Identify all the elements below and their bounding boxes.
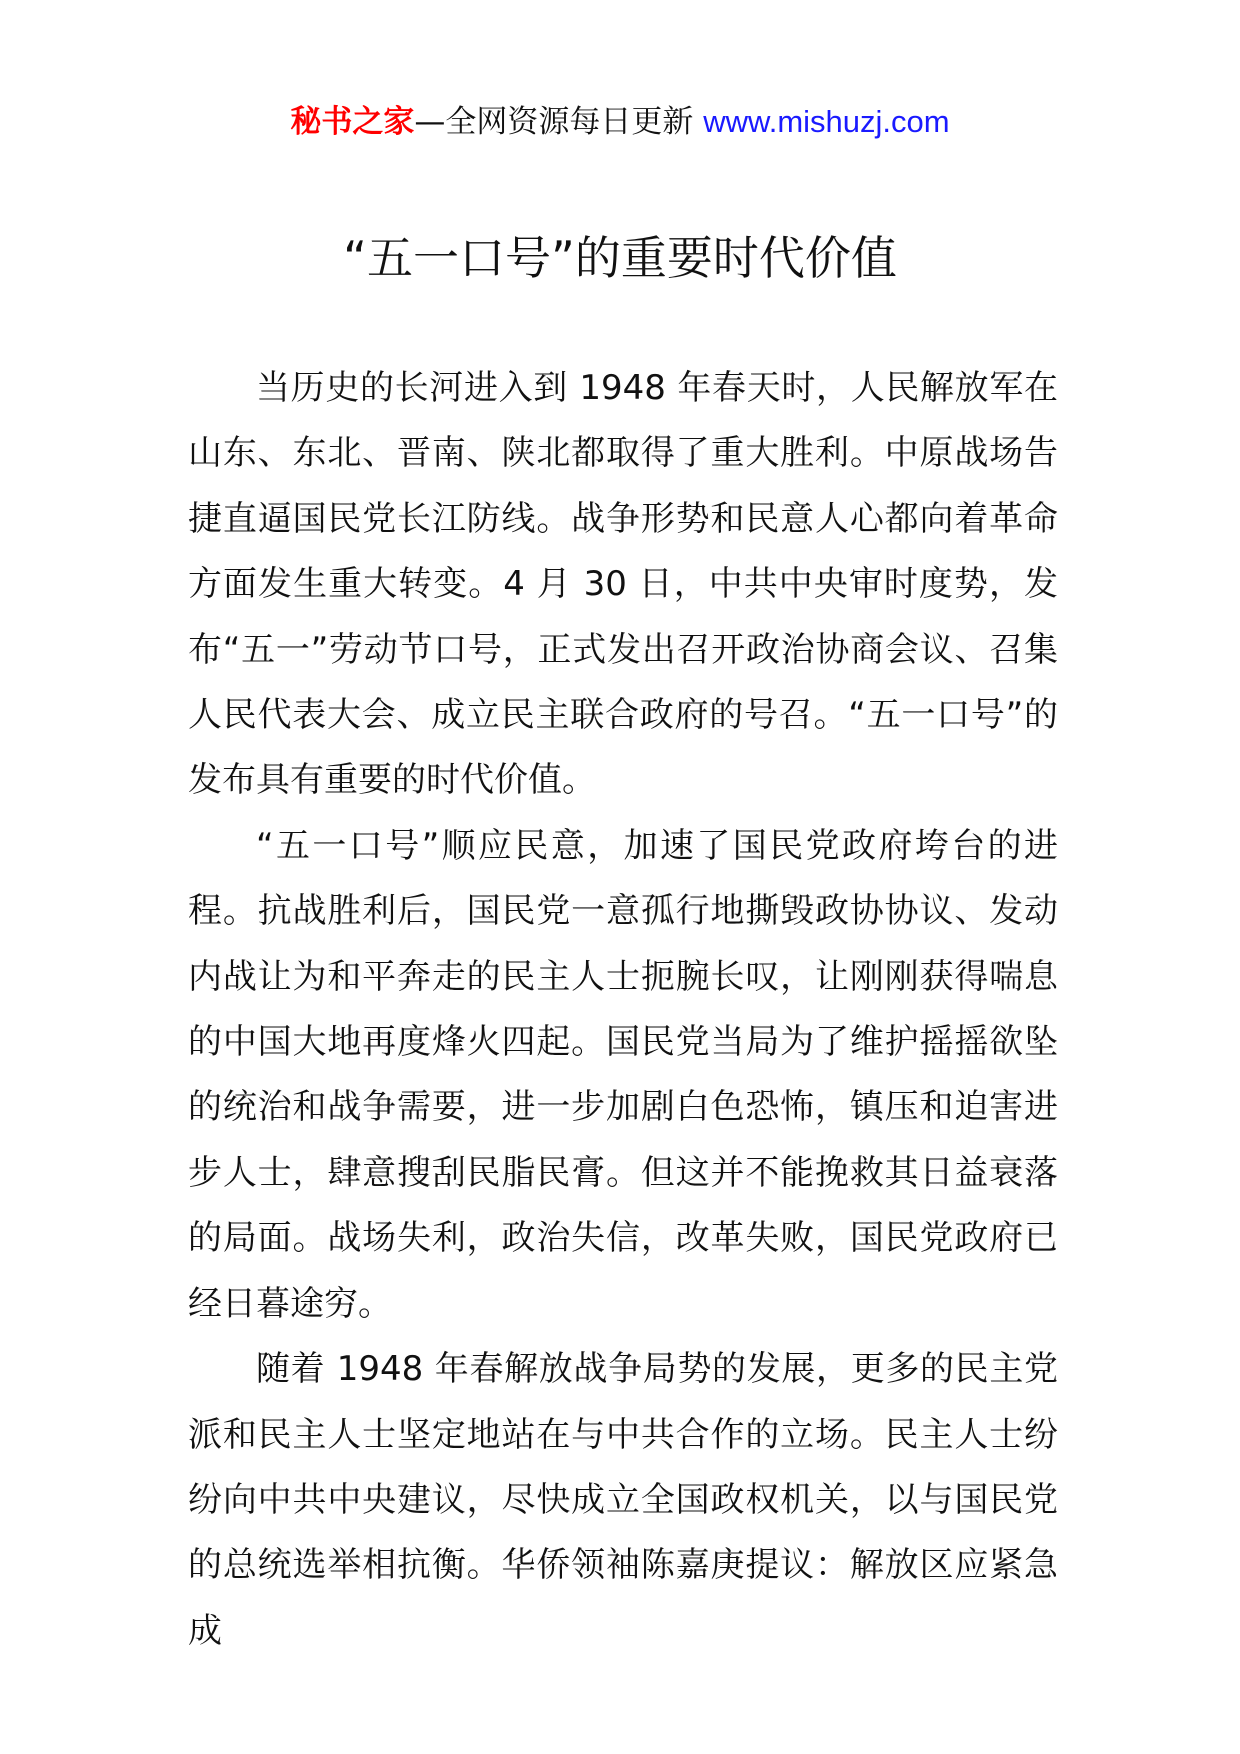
site-brand: 秘书之家: [290, 104, 415, 140]
site-tagline: —全网资源每日更新: [414, 104, 704, 140]
document-body: [188, 356, 1058, 1664]
document-title: “五一口号”的重要时代价值: [343, 231, 897, 285]
site-url-link[interactable]: www.mishuzj.com: [703, 104, 950, 139]
paragraph-2: “五一口号”顺应民意，加速了国民党政府垮台的进程。抗战胜利后，国民党一意孤行地撕毁政协协议、发动内战让为和平奔走的民主人士扼腕长叹，让刚刚获得喘息的中国大地再度烽火四起。国民党当局为了维护摇摇欲坠的统治和战争需要，进一步加剧白色恐怖，镇压和迫害进步人士，肆意搜刮民脂民膏。但这并不能挽救其日益衰落的局面。战场失利，政治失信，改革失败，国民党政府已经日暮途穷。: [188, 825, 1058, 1324]
paragraph-3: 随着 1948 年春解放战争局势的发展，更多的民主党派和民主人士坚定地站在与中共合作的立场。民主人士纷纷向中共中央建议，尽快成立全国政权机关，以与国民党的总统选举相抗衡。华侨领袖陈嘉庚提议：解放区应紧急成: [188, 1349, 1058, 1651]
site-header: [0, 100, 1240, 144]
paragraph-1: 当历史的长河进入到 1948 年春天时，人民解放军在山东、东北、晋南、陕北都取得了重大胜利。中原战场告捷直逼国民党长江防线。战争形势和民意人心都向着革命方面发生重大转变。4 月 30 日，中共中央审时度势，发布“五一”劳动节口号，正式发出召开政治协商会议、召集人民代表大会、成立民主联合政府的号召。“五一口号”的发布具有重要的时代价值。: [188, 368, 1058, 801]
